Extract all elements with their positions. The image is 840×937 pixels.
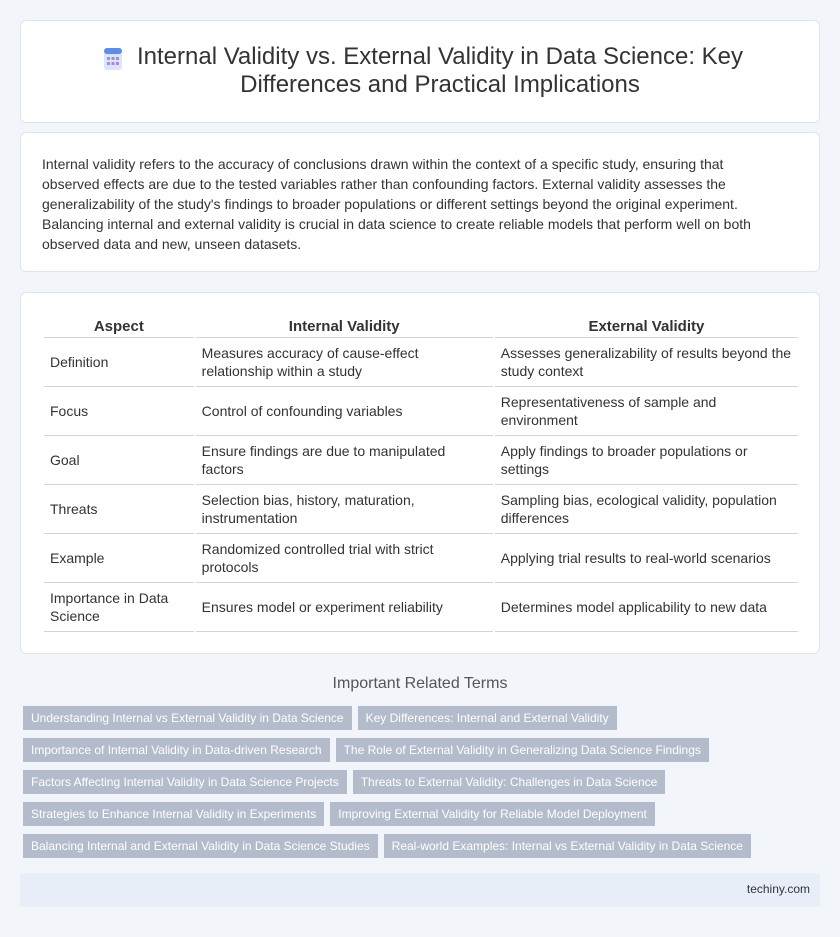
title-card (20, 20, 820, 123)
cell-aspect: Definition (44, 338, 194, 387)
cell-external: Representativeness of sample and environment (495, 387, 798, 436)
related-term-tag[interactable]: Strategies to Enhance Internal Validity in Experiments (23, 802, 324, 826)
table-row (44, 583, 798, 632)
tag-row (23, 706, 783, 738)
related-term-tag[interactable]: Improving External Validity for Reliable Model Deployment (330, 802, 655, 826)
cell-external: Applying trial results to real-world scenarios (495, 534, 798, 583)
page-title: Internal Validity vs. External Validity in Data Science: Key Differences and Practical Implications (136, 43, 744, 98)
related-term-tag[interactable]: The Role of External Validity in Generalizing Data Science Findings (336, 738, 709, 762)
header-internal-validity: Internal Validity (196, 314, 493, 338)
related-term-tag[interactable]: Factors Affecting Internal Validity in Data Science Projects (23, 770, 347, 794)
cell-aspect: Example (44, 534, 194, 583)
intro-paragraph: Internal validity refers to the accuracy of conclusions drawn within the context of a specific study, ensuring that observed effects are due to the tested variables rather than confounding factors. External validity assesses the generalizability of the study's findings to broader populations or different settings beyond the original experiment. Balancing internal and external validity is crucial in data science to create reliable models that perform well on both observed data and new, unseen datasets. (42, 156, 751, 252)
tag-row (23, 738, 783, 770)
tag-row (23, 802, 783, 834)
cell-aspect: Importance in Data Science (44, 583, 194, 632)
cell-external: Sampling bias, ecological validity, population differences (495, 485, 798, 534)
cell-internal: Measures accuracy of cause-effect relationship within a study (196, 338, 493, 387)
cell-internal: Ensures model or experiment reliability (196, 583, 493, 632)
intro-card (20, 132, 820, 272)
comparison-table (42, 314, 800, 632)
cell-external: Assesses generalizability of results beyond the study context (495, 338, 798, 387)
header-aspect: Aspect (44, 314, 194, 338)
related-terms-list (23, 706, 783, 866)
table-row (44, 436, 798, 485)
table-row (44, 485, 798, 534)
table-row (44, 534, 798, 583)
related-term-tag[interactable]: Understanding Internal vs External Validity in Data Science (23, 706, 352, 730)
cell-aspect: Focus (44, 387, 194, 436)
related-term-tag[interactable]: Balancing Internal and External Validity in Data Science Studies (23, 834, 378, 858)
cell-external: Apply findings to broader populations or settings (495, 436, 798, 485)
related-term-tag[interactable]: Key Differences: Internal and External Validity (358, 706, 617, 730)
cell-external: Determines model applicability to new data (495, 583, 798, 632)
tag-row (23, 834, 783, 866)
footer-site[interactable]: techiny.com (746, 882, 810, 896)
cell-internal: Selection bias, history, maturation, instrumentation (196, 485, 493, 534)
related-terms-heading: Important Related Terms (332, 675, 508, 692)
cell-internal: Randomized controlled trial with strict protocols (196, 534, 493, 583)
table-row (44, 387, 798, 436)
related-term-tag[interactable]: Threats to External Validity: Challenges in Data Science (353, 770, 666, 794)
cell-aspect: Threats (44, 485, 194, 534)
table-header-row (44, 314, 798, 338)
cell-internal: Ensure findings are due to manipulated factors (196, 436, 493, 485)
cell-aspect: Goal (44, 436, 194, 485)
related-term-tag[interactable]: Real-world Examples: Internal vs External Validity in Data Science (384, 834, 751, 858)
cell-internal: Control of confounding variables (196, 387, 493, 436)
comparison-table-card (20, 292, 820, 654)
tag-row (23, 770, 783, 802)
table-row (44, 338, 798, 387)
related-term-tag[interactable]: Importance of Internal Validity in Data-driven Research (23, 738, 330, 762)
header-external-validity: External Validity (495, 314, 798, 338)
footer (20, 873, 820, 907)
